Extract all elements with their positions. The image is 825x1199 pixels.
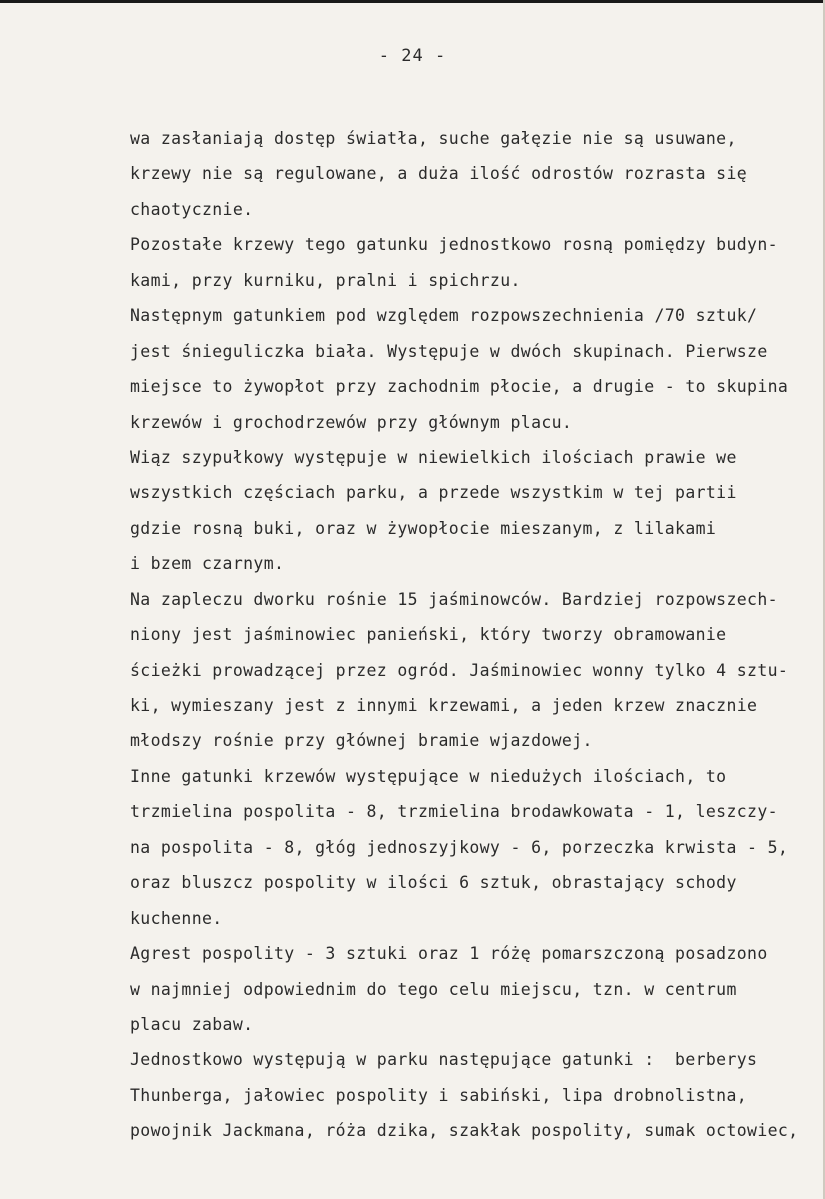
page-number: - 24 - (378, 46, 447, 66)
text-line: Inne gatunki krzewów występujące w niedużych ilościach, to (130, 766, 727, 786)
text-line: oraz bluszcz pospolity w ilości 6 sztuk, obrastający schody (130, 873, 737, 893)
text-line: Jednostkowo występują w parku następujące gatunki : berberys (130, 1050, 758, 1070)
text-line: gdzie rosną buki, oraz w żywopłocie mieszanym, z lilakami (130, 518, 717, 538)
text-line: placu zabaw. (130, 1014, 254, 1034)
body-text (130, 128, 825, 1156)
text-line: powojnik Jackmana, róża dzika, szakłak pospolity, sumak octowiec, (130, 1121, 799, 1141)
text-line: i bzem czarnym. (130, 554, 285, 574)
text-line: jest śnieguliczka biała. Występuje w dwóch skupinach. Pierwsze (130, 341, 768, 361)
text-line: kami, przy kurniku, pralni i spichrzu. (130, 270, 521, 290)
text-line: chaotycznie. (130, 199, 254, 219)
text-line: krzewów i grochodrzewów przy głównym placu. (130, 412, 573, 432)
text-line: trzmielina pospolita - 8, trzmielina brodawkowata - 1, leszczy- (130, 802, 778, 822)
text-line: krzewy nie są regulowane, a duża ilość odrostów rozrasta się (130, 164, 748, 184)
scan-top-edge (0, 0, 825, 3)
text-line: Agrest pospolity - 3 sztuki oraz 1 różę pomarszczoną posadzono (130, 944, 768, 964)
text-line: Wiąz szypułkowy występuje w niewielkich ilościach prawie we (130, 447, 737, 467)
text-line: wa zasłaniają dostęp światła, suche gałęzie nie są usuwane, (130, 129, 737, 148)
text-line: Thunberga, jałowiec pospolity i sabiński, lipa drobnolistna, (130, 1085, 748, 1105)
text-line: miejsce to żywopłot przy zachodnim płocie, a drugie - to skupina (130, 377, 789, 397)
text-line: ki, wymieszany jest z innymi krzewami, a jeden krzew znacznie (130, 696, 758, 715)
text-line: ścieżki prowadzącej przez ogród. Jaśminowiec wonny tylko 4 sztu- (130, 660, 789, 680)
text-line: w najmniej odpowiednim do tego celu miejscu, tzn. w centrum (130, 979, 737, 999)
text-line: niony jest jaśminowiec panieński, który tworzy obramowanie (130, 625, 727, 645)
text-line: Następnym gatunkiem pod względem rozpowszechnienia /70 sztuk/ (130, 306, 758, 326)
text-line: młodszy rośnie przy głównej bramie wjazdowej. (130, 731, 593, 751)
text-line: Na zapleczu dworku rośnie 15 jaśminowców. Bardziej rozpowszech- (130, 589, 778, 609)
text-line: kuchenne. (130, 908, 223, 928)
text-line: Pozostałe krzewy tego gatunku jednostkowo rosną pomiędzy budyn- (130, 235, 778, 255)
text-line: wszystkich częściach parku, a przede wszystkim w tej partii (130, 483, 737, 503)
text-line: na pospolita - 8, głóg jednoszyjkowy - 6, porzeczka krwista - 5, (130, 837, 789, 857)
